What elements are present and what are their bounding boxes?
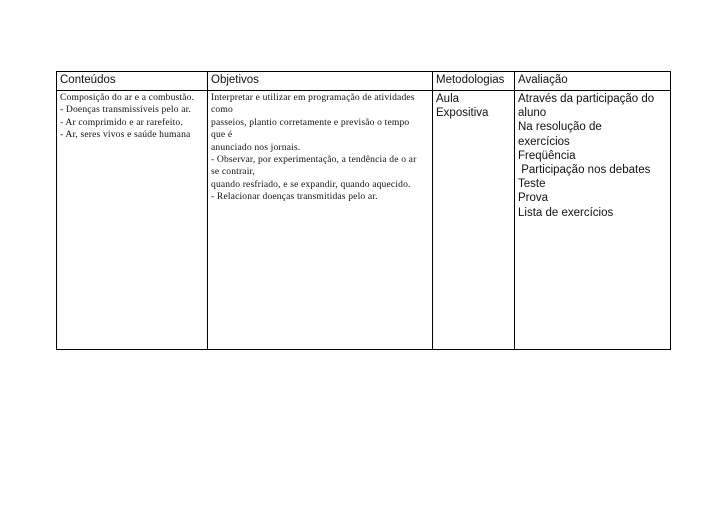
avaliacao-line: Teste <box>518 178 546 191</box>
conteudos-line: - Doenças transmissíveis pelo ar. <box>60 104 191 116</box>
avaliacao-line: Freqüência <box>518 149 576 162</box>
avaliacao-line: Através da participação do <box>518 93 655 105</box>
metodologias-line: Expositiva <box>436 107 489 120</box>
content-row <box>57 91 671 350</box>
objetivos-line: - Relacionar doenças transmitidas pelo ar. <box>211 191 378 203</box>
conteudos-line: Composição do ar e a combustão. <box>60 92 195 103</box>
objetivos-line: como <box>211 104 233 116</box>
objetivos-line: Interpretar e utilizar em programação de atividades <box>211 92 415 103</box>
objetivos-line: passeios, plantio corretamente e previsão o tempo <box>211 116 410 128</box>
conteudos-line: - Ar, seres vivos e saúde humana <box>60 129 191 141</box>
header-objetivos: Objetivos <box>208 72 433 91</box>
objetivos-line: que é <box>211 129 233 141</box>
header-row <box>57 72 671 91</box>
metodologias-line: Aula <box>436 93 460 105</box>
objetivos-line: anunciado nos jornais. <box>211 141 301 153</box>
lesson-plan-table <box>56 71 671 350</box>
avaliacao-cell <box>515 91 671 350</box>
objetivos-cell <box>208 91 433 350</box>
metodologias-cell <box>433 91 515 350</box>
conteudos-line: - Ar comprimido e ar rarefeito. <box>60 116 183 128</box>
avaliacao-line: exercícios <box>518 135 570 148</box>
header-conteudos: Conteúdos <box>57 72 208 91</box>
avaliacao-line: Na resolução de <box>518 121 602 134</box>
avaliacao-line: aluno <box>518 107 547 120</box>
avaliacao-line: Prova <box>518 192 549 205</box>
header-metodologias: Metodologias <box>433 72 515 91</box>
objetivos-line: - Observar, por experimentação, a tendência de o ar <box>211 154 417 166</box>
avaliacao-line: Participação nos debates <box>518 164 651 177</box>
header-avaliacao: Avaliação <box>515 72 671 91</box>
conteudos-cell <box>57 91 208 350</box>
objetivos-line: se contrair, <box>211 166 256 178</box>
objetivos-line: quando resfriado, e se expandir, quando aquecido. <box>211 178 411 190</box>
avaliacao-line: Lista de exercícios <box>518 206 614 219</box>
